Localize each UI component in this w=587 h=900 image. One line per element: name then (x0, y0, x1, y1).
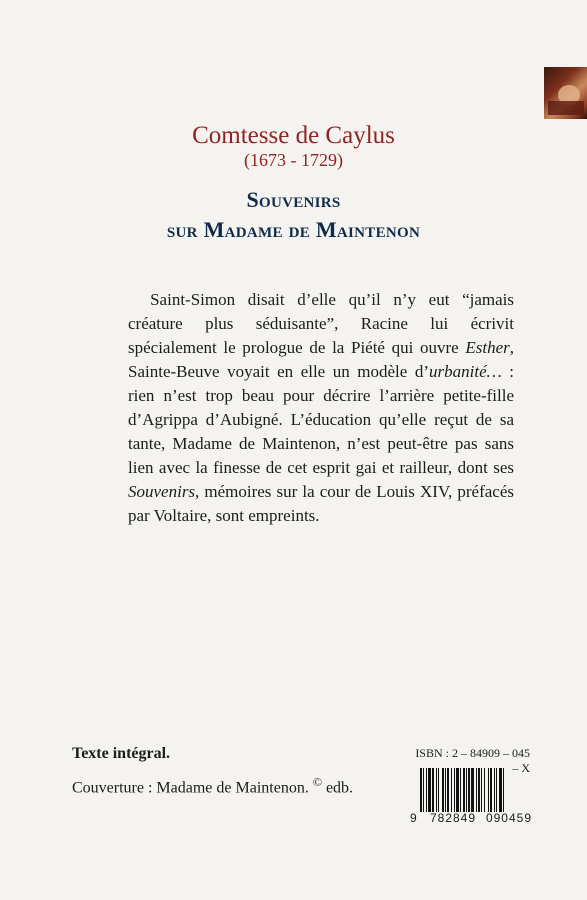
barcode (420, 768, 532, 812)
blurb-text: , mémoires sur la cour de Louis XIV, préfacés par Voltaire, sont empreints. (128, 482, 514, 525)
texte-integral-note: Texte intégral. (72, 745, 171, 762)
blurb-text: Saint-Simon disait d’elle qu’il n’y eut “jamais créature plus séduisante”, Racine lui écrivit spécialement le prologue de la Piété qui ouvre (128, 290, 514, 357)
copyright-symbol: © (312, 775, 322, 789)
barcode-left-digits: 782849 (429, 811, 476, 825)
blurb-italic-souvenirs: Souvenirs (128, 482, 196, 501)
publisher-name: edb. (325, 779, 354, 797)
blurb-text: , Sainte-Beuve voyait en elle un modèle d’ (128, 338, 514, 381)
cover-portrait-thumbnail (544, 67, 587, 119)
author-dates: (1673 - 1729) (244, 150, 343, 170)
book-title-line2: sur Madame de Maintenon (166, 217, 421, 242)
blurb-italic-urbanite: urbanité… (429, 362, 502, 381)
author-name: Comtesse de Caylus (192, 122, 395, 149)
barcode-right-digits: 090459 (485, 811, 532, 825)
isbn-number: ISBN : 2 – 84909 – 045 – X (415, 746, 530, 775)
barcode-digits (410, 811, 532, 825)
blurb-italic-esther: Esther (465, 338, 510, 357)
cover-credit-text: Couverture : Madame de Maintenon. (72, 779, 309, 797)
back-cover-blurb (128, 288, 514, 528)
cover-credit (72, 775, 353, 797)
book-title-line1: Souvenirs (246, 187, 341, 212)
barcode-first-digit: 9 (410, 811, 418, 825)
blurb-text: : rien n’est trop beau pour décrire l’arrière petite-fille d’Agrippa d’Aubigné. L’éducation qu’elle reçut de sa tante, Madame de Maintenon, n’est peut-être pas sans lien avec la finesse de cet esprit gai et railleur, dont ses (128, 362, 514, 477)
